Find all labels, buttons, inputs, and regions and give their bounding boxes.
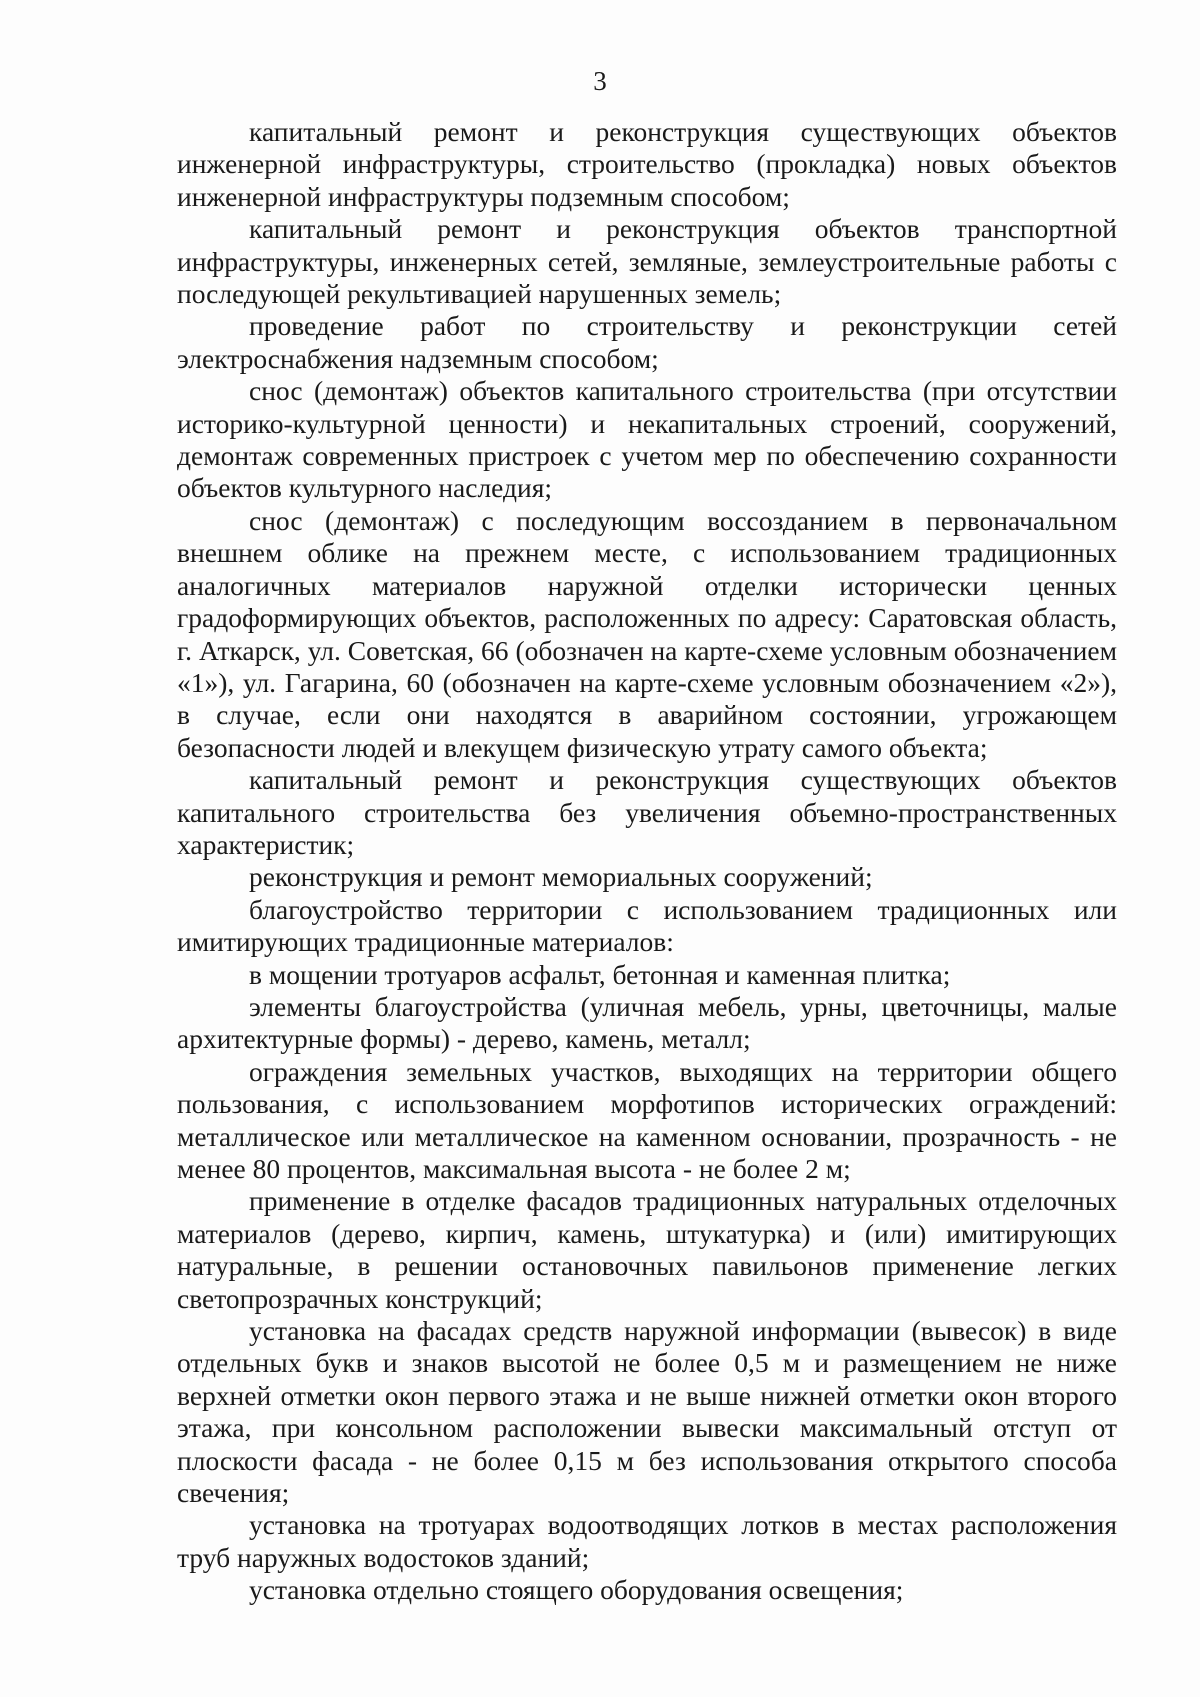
- paragraph: реконструкция и ремонт мемориальных сооружений;: [249, 861, 873, 893]
- paragraph: установка на тротуарах водоотводящих лотков в местах расположения труб наружных водостоков зданий;: [177, 1509, 1117, 1573]
- paragraph: ограждения земельных участков, выходящих на территории общего пользования, с использованием морфотипов исторических ограждений: металлическое или металлическое на каменном основании, прозрачность - не менее 80 процентов, максимальная высота - не более 2 м;: [177, 1055, 1117, 1184]
- page-number: 3: [593, 66, 607, 96]
- paragraph: установка отдельно стоящего оборудования освещения;: [249, 1574, 904, 1606]
- paragraph: капитальный ремонт и реконструкция существующих объектов капитального строительства без увеличения объемно-пространственных характеристик;: [177, 764, 1117, 860]
- paragraph: снос (демонтаж) объектов капитального строительства (при отсутствии историко-культурной ценности) и некапитальных строений, сооружений, демонтаж современных пристроек с учетом мер по обеспечению сохранности объектов культурного наследия;: [177, 375, 1117, 504]
- paragraph: установка на фасадах средств наружной информации (вывесок) в виде отдельных букв и знаков высотой не более 0,5 м и размещением не ниже верхней отметки окон первого этажа и не выше нижней отметки окон второго этажа, при консольном расположении вывески максимальный отступ от плоскости фасада - не более 0,15 м без использования открытого способа свечения;: [177, 1315, 1117, 1509]
- paragraph: применение в отделке фасадов традиционных натуральных отделочных материалов (дерево, кирпич, камень, штукатурка) и (или) имитирующих натуральные, в решении остановочных павильонов применение легких светопрозрачных конструкций;: [177, 1185, 1117, 1314]
- paragraph: капитальный ремонт и реконструкция существующих объектов инженерной инфраструктуры, строительство (прокладка) новых объектов инженерной инфраструктуры подземным способом;: [177, 116, 1117, 212]
- paragraph: элементы благоустройства (уличная мебель, урны, цветочницы, малые архитектурные формы) - дерево, камень, металл;: [177, 990, 1117, 1055]
- document-body: [177, 116, 1117, 1607]
- paragraph: проведение работ по строительству и реконструкции сетей электроснабжения надземным способом;: [177, 310, 1117, 374]
- paragraph: снос (демонтаж) с последующим воссозданием в первоначальном внешнем облике на прежнем месте, с использованием традиционных аналогичных материалов наружной отделки исторически ценных градоформирующих объектов, расположенных по адресу: Саратовская область, г. Аткарск, ул. Советская, 66 (обозначен на карте-схеме условным обозначением «1»), ул. Гагарина, 60 (обозначен на карте-схеме условным обозначением «2»), в случае, если они находятся в аварийном состоянии, угрожающем безопасности людей и влекущем физическую утрату самого объекта;: [177, 504, 1117, 763]
- paragraph: капитальный ремонт и реконструкция объектов транспортной инфраструктуры, инженерных сетей, земляные, землеустроительные работы с последующей рекультивацией нарушенных земель;: [177, 213, 1117, 310]
- paragraph: в мощении тротуаров асфальт, бетонная и каменная плитка;: [249, 958, 951, 990]
- paragraph: благоустройство территории с использованием традиционных или имитирующих традиционные материалов:: [177, 893, 1117, 958]
